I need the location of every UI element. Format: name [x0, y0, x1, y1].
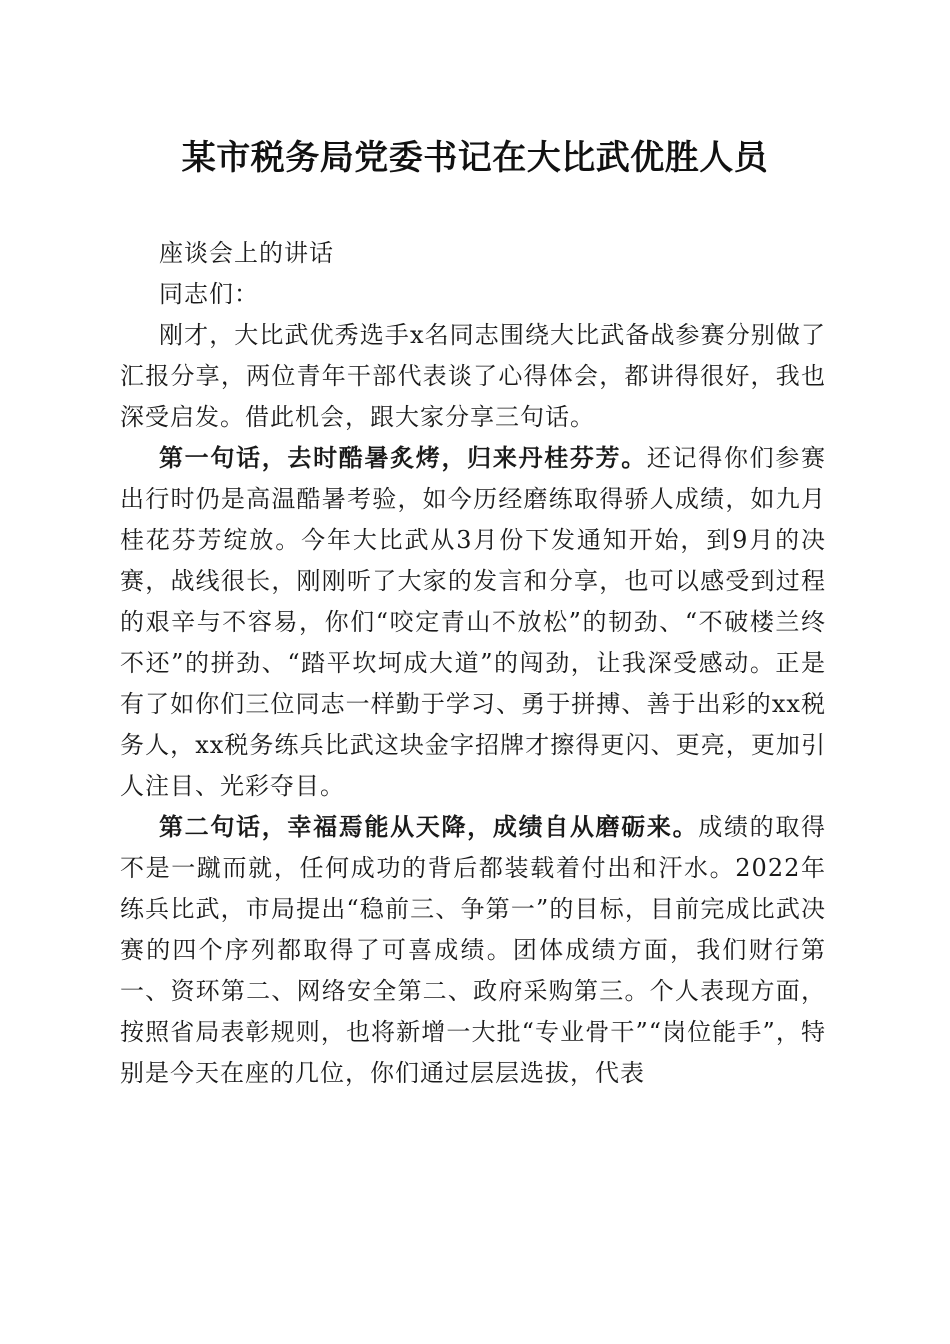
paragraph-first-point	[120, 438, 826, 807]
paragraph-first-point-text: 还记得你们参赛出行时仍是高温酷暑考验，如今历经磨练取得骄人成绩，如九月桂花芬芳绽放。今年大比武从3月份下发通知开始，到9月的决赛，战线很长，刚刚听了大家的发言和分享，也可以感受到过程的艰辛与不容易，你们“咬定青山不放松”的韧劲、“不破楼兰终不还”的拼劲、“踏平坎坷成大道”的闯劲，让我深受感动。正是有了如你们三位同志一样勤于学习、勇于拼搏、善于出彩的xx税务人，xx税务练兵比武这块金字招牌才擦得更闪、更亮，更加引人注目、光彩夺目。	[120, 444, 827, 800]
document-title: 某市税务局党委书记在大比武优胜人员	[181, 138, 769, 178]
paragraph-second-point	[120, 807, 826, 1094]
salutation: 同志们：	[159, 280, 259, 308]
document-body	[120, 233, 826, 1094]
subtitle-line: 座谈会上的讲话	[159, 239, 334, 267]
paragraph-intro	[120, 315, 826, 438]
paragraph-second-point-lead: 第二句话，幸福焉能从天降，成绩自从磨砺来。	[159, 813, 699, 841]
paragraph-first-point-lead: 第一句话，去时酷暑炙烤，归来丹桂芬芳。	[159, 444, 647, 472]
paragraph-intro-text: 刚才，大比武优秀选手x名同志围绕大比武备战参赛分别做了汇报分享，两位青年干部代表谈了心得体会，都讲得很好，我也深受启发。借此机会，跟大家分享三句话。	[120, 321, 826, 431]
paragraph-second-point-text: 成绩的取得不是一蹴而就，任何成功的背后都装载着付出和汗水。2022年练兵比武，市局提出“稳前三、争第一”的目标，目前完成比武决赛的四个序列都取得了可喜成绩。团体成绩方面，我们财行第一、资环第二、网络安全第二、政府采购第三。个人表现方面，按照省局表彰规则，也将新增一大批“专业骨干”“岗位能手”，特别是今天在座的几位，你们通过层层选拔，代表	[120, 813, 827, 1087]
